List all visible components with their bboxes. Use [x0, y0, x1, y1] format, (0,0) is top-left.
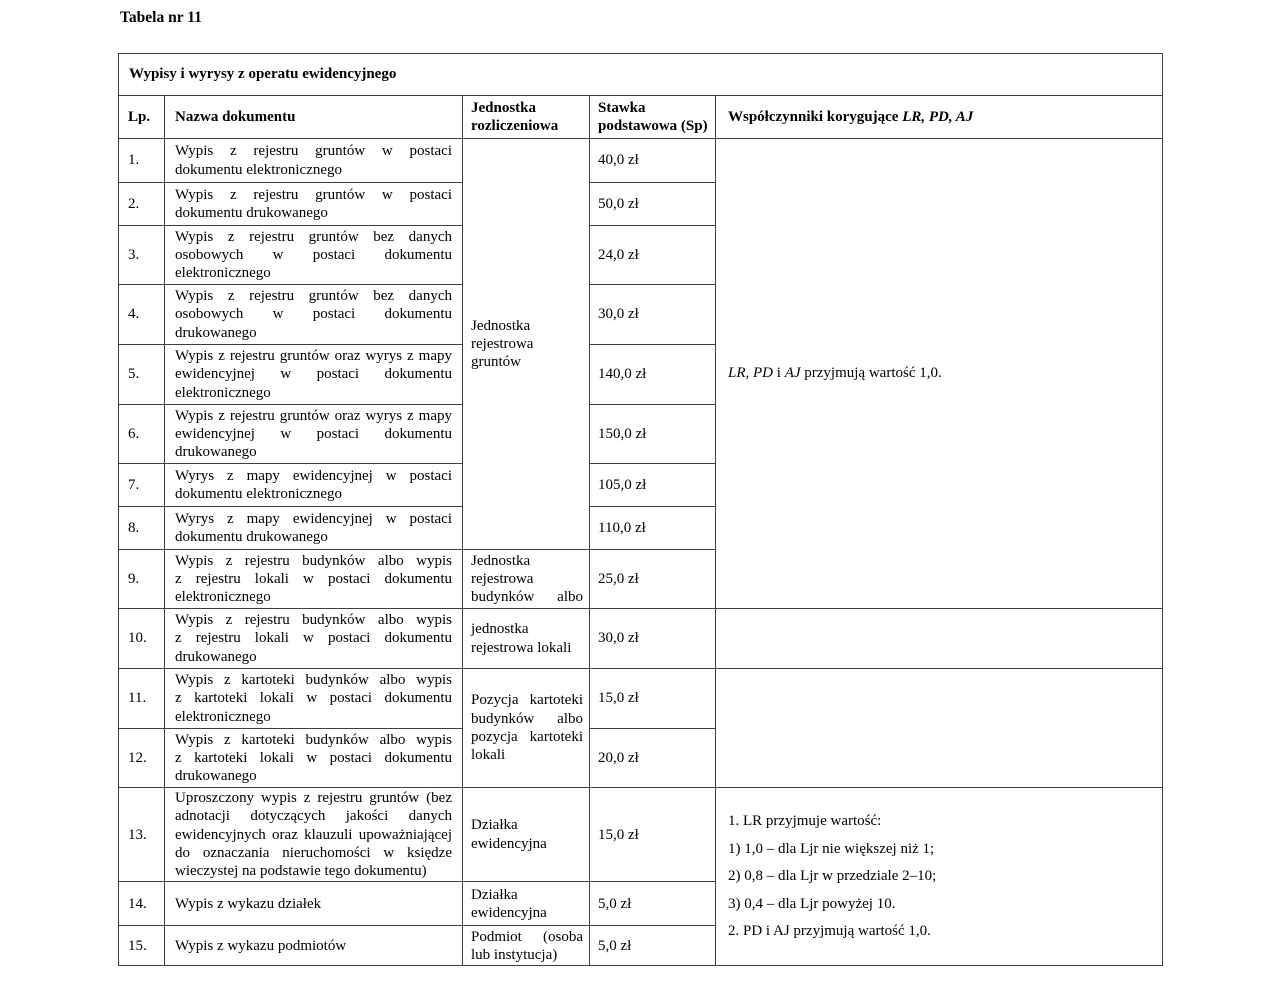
row-number-cell: 10.: [119, 609, 165, 669]
unit-cell: jednostka rejestrowa lokali: [463, 609, 590, 669]
rate-cell: 150,0 zł: [590, 405, 716, 464]
coefficient-empty-cell: [716, 669, 1163, 788]
unit-cell: Działka ewidencyjna: [463, 882, 590, 926]
rate-cell: 140,0 zł: [590, 345, 716, 405]
document-name-cell: Wypis z kartoteki budynków albo wypis z kartoteki lokali w postaci dokumentu drukowanego: [165, 729, 463, 788]
coefficient-empty-cell: [716, 609, 1163, 669]
row-number-cell: 3.: [119, 226, 165, 285]
document-name-cell: Wypis z rejestru budynków albo wypis z rejestru lokali w postaci dokumentu elektronicznego: [165, 550, 463, 609]
rate-cell: 24,0 zł: [590, 226, 716, 285]
row-number-cell: 9.: [119, 550, 165, 609]
row-number-cell: 4.: [119, 285, 165, 345]
table-row: [119, 609, 1163, 669]
document-name-cell: Wypis z rejestru gruntów w postaci dokumentu drukowanego: [165, 183, 463, 226]
col-header-rate: Stawka podstawowa (Sp): [590, 96, 716, 139]
row-number-cell: 5.: [119, 345, 165, 405]
rate-cell: 15,0 zł: [590, 788, 716, 882]
rate-cell: 30,0 zł: [590, 609, 716, 669]
pd-aj-rule: 2. PD i AJ przyjmują wartość 1,0.: [728, 923, 931, 940]
table-row: [119, 139, 1163, 183]
row-number-cell: 2.: [119, 183, 165, 226]
row-number-cell: 11.: [119, 669, 165, 729]
rate-cell: 5,0 zł: [590, 926, 716, 966]
rate-cell: 5,0 zł: [590, 882, 716, 926]
document-name-cell: Wypis z rejestru gruntów bez danych osobowych w postaci dokumentu drukowanego: [165, 285, 463, 345]
rate-cell: 50,0 zł: [590, 183, 716, 226]
document-name-cell: Uproszczony wypis z rejestru gruntów (bez adnotacji dotyczących jakości danych ewidencyjnych oraz klauzuli upoważniającej do oznaczania nieruchomości w księdze wieczystej na podstawie tego dokumentu): [165, 788, 463, 882]
rate-cell: 30,0 zł: [590, 285, 716, 345]
col-header-coef-vars: LR, PD, AJ: [902, 108, 974, 125]
page-title: Tabela nr 11: [120, 9, 202, 26]
row-number-cell: 14.: [119, 882, 165, 926]
row-number-cell: 6.: [119, 405, 165, 464]
coef-var: LR: [728, 365, 746, 382]
document-name-cell: Wypis z rejestru gruntów oraz wyrys z mapy ewidencyjnej w postaci dokumentu elektronicznego: [165, 345, 463, 405]
document-name-cell: Wypis z wykazu działek: [165, 882, 463, 926]
document-name-cell: Wypis z rejestru gruntów w postaci dokumentu elektronicznego: [165, 139, 463, 183]
row-number-cell: 15.: [119, 926, 165, 966]
document-name-cell: Wypis z kartoteki budynków albo wypis z kartoteki lokali w postaci dokumentu elektronicznego: [165, 669, 463, 729]
document-name-cell: Wyrys z mapy ewidencyjnej w postaci dokumentu drukowanego: [165, 507, 463, 550]
coefficient-rules-cell: [716, 788, 1163, 966]
col-header-unit: Jednostka rozliczeniowa: [463, 96, 590, 139]
col-header-name: Nazwa dokumentu: [165, 96, 463, 139]
rate-cell: 15,0 zł: [590, 669, 716, 729]
document-name-cell: Wypis z rejestru gruntów bez danych osobowych w postaci dokumentu elektronicznego: [165, 226, 463, 285]
rate-cell: 110,0 zł: [590, 507, 716, 550]
row-number-cell: 12.: [119, 729, 165, 788]
lr-rule-item: 1) 1,0 – dla Ljr nie większej niż 1;: [728, 840, 935, 857]
col-header-coefficients: [716, 96, 1163, 139]
coef-var: AJ: [784, 365, 801, 382]
rate-cell: 20,0 zł: [590, 729, 716, 788]
section-title-row: [119, 54, 1163, 96]
document-name-cell: Wypis z rejestru gruntów oraz wyrys z mapy ewidencyjnej w postaci dokumentu drukowanego: [165, 405, 463, 464]
section-title: Wypisy i wyrysy z operatu ewidencyjnego: [119, 54, 1163, 96]
table-row: [119, 669, 1163, 729]
lr-rule-item: 3) 0,4 – dla Ljr powyżej 10.: [728, 895, 896, 912]
unit-cell: Pozycja kartoteki budynków albo pozycja kartoteki lokali: [463, 669, 590, 788]
col-header-coef-text: Współczynniki korygujące: [728, 108, 903, 125]
header-row: [119, 96, 1163, 139]
table-row: [119, 788, 1163, 882]
coefficient-note-cell: LR, PD i AJ przyjmują wartość 1,0.: [716, 139, 1163, 609]
lr-rule-heading: 1. LR przyjmuje wartość:: [728, 813, 882, 830]
pricing-table: [118, 53, 1163, 966]
coef-var: PD: [753, 365, 774, 382]
row-number-cell: 13.: [119, 788, 165, 882]
unit-cell: Podmiot (osoba lub instytucja): [463, 926, 590, 966]
rate-cell: 40,0 zł: [590, 139, 716, 183]
document-name-cell: Wypis z rejestru budynków albo wypis z rejestru lokali w postaci dokumentu drukowanego: [165, 609, 463, 669]
col-header-lp: Lp.: [119, 96, 165, 139]
row-number-cell: 7.: [119, 464, 165, 507]
document-name-cell: Wypis z wykazu podmiotów: [165, 926, 463, 966]
row-number-cell: 1.: [119, 139, 165, 183]
unit-cell: Jednostka rejestrowa budynków albo: [463, 550, 590, 609]
row-number-cell: 8.: [119, 507, 165, 550]
rate-cell: 25,0 zł: [590, 550, 716, 609]
lr-rule-item: 2) 0,8 – dla Ljr w przedziale 2–10;: [728, 868, 937, 885]
unit-cell: Jednostka rejestrowa gruntów: [463, 139, 590, 550]
rate-cell: 105,0 zł: [590, 464, 716, 507]
document-name-cell: Wyrys z mapy ewidencyjnej w postaci dokumentu elektronicznego: [165, 464, 463, 507]
unit-cell: Działka ewidencyjna: [463, 788, 590, 882]
